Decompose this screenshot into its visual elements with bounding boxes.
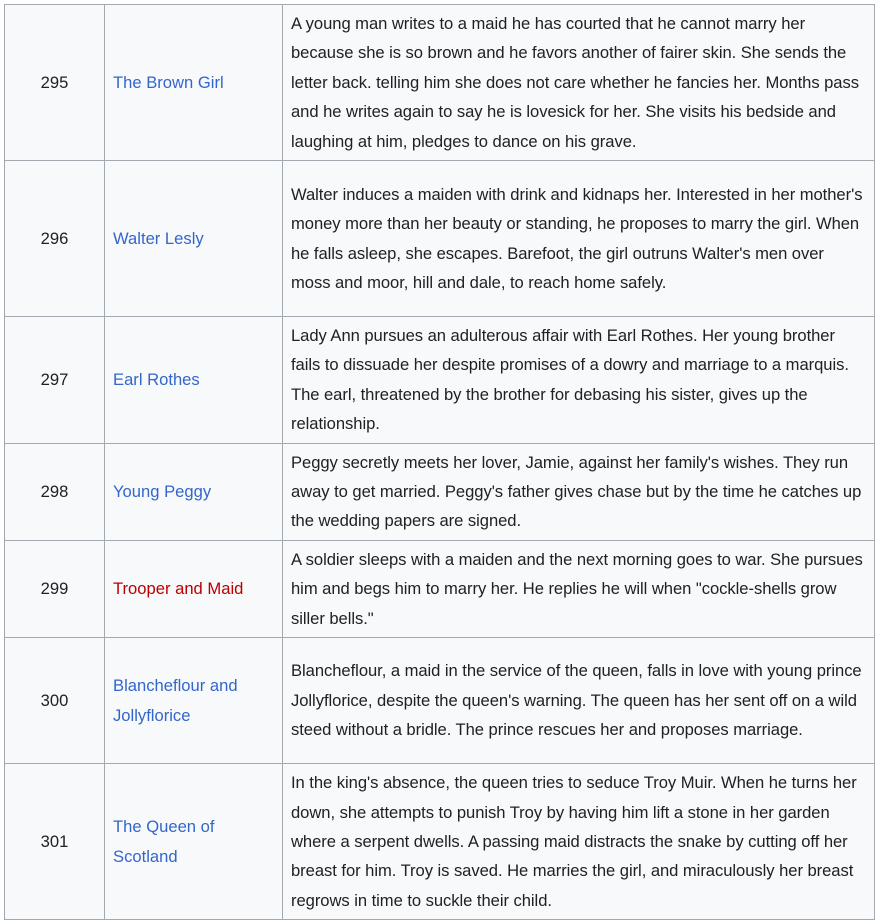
ballad-number: 297 bbox=[5, 317, 105, 444]
table-row bbox=[5, 638, 875, 764]
ballad-description: Peggy secretly meets her lover, Jamie, against her family's wishes. They run away to get married. Peggy's father gives chase but by the time he catches up the wedding papers are signed. bbox=[283, 443, 875, 540]
ballad-number: 298 bbox=[5, 443, 105, 540]
ballad-description: Walter induces a maiden with drink and kidnaps her. Interested in her mother's money more than her beauty or standing, he proposes to marry the girl. When he falls asleep, she escapes. Barefoot, the girl outruns Walter's men over moss and moor, hill and dale, to reach home safely. bbox=[283, 161, 875, 317]
ballad-title-cell bbox=[105, 161, 283, 317]
ballad-title-cell bbox=[105, 764, 283, 920]
table-row bbox=[5, 764, 875, 920]
ballad-description: In the king's absence, the queen tries to seduce Troy Muir. When he turns her down, she attempts to punish Troy by having him lift a stone in her garden where a serpent dwells. A passing maid distracts the snake by cutting off her breast for him. Troy is saved. He marries the girl, and miraculously her breast regrows in time to suckle their child. bbox=[283, 764, 875, 920]
ballad-description: Lady Ann pursues an adulterous affair with Earl Rothes. Her young brother fails to dissuade her despite promises of a dowry and marriage to a marquis. The earl, threatened by the brother for debasing his sister, gives up the relationship. bbox=[283, 317, 875, 444]
ballad-title-link[interactable]: Young Peggy bbox=[113, 482, 212, 502]
ballad-description: A young man writes to a maid he has courted that he cannot marry her because she is so brown and he favors another of fairer skin. She sends the letter back. telling him she does not care whether he fancies her. Months pass and he writes again to say he is lovesick for her. She visits his bedside and laughing at him, pledges to dance on his grave. bbox=[283, 5, 875, 161]
ballad-title-cell bbox=[105, 317, 283, 444]
ballad-title-cell bbox=[105, 443, 283, 540]
ballad-title-cell bbox=[105, 638, 283, 764]
table-row bbox=[5, 540, 875, 637]
ballad-title-link[interactable]: Earl Rothes bbox=[113, 370, 200, 390]
ballad-number: 295 bbox=[5, 5, 105, 161]
table-row bbox=[5, 5, 875, 161]
ballad-number: 299 bbox=[5, 540, 105, 637]
ballad-title-link[interactable]: Trooper and Maid bbox=[113, 579, 244, 599]
ballad-title-cell bbox=[105, 5, 283, 161]
ballad-number: 296 bbox=[5, 161, 105, 317]
table-row bbox=[5, 443, 875, 540]
ballad-table bbox=[4, 4, 875, 920]
ballad-title-link[interactable]: The Brown Girl bbox=[113, 72, 224, 92]
ballad-description: Blancheflour, a maid in the service of the queen, falls in love with young prince Jollyflorice, despite the queen's warning. The queen has her sent off on a wild steed without a bridle. The prince rescues her and proposes marriage. bbox=[283, 638, 875, 764]
ballad-number: 300 bbox=[5, 638, 105, 764]
table-row bbox=[5, 161, 875, 317]
ballad-title-link[interactable]: The Queen of Scotland bbox=[113, 817, 215, 866]
ballad-number: 301 bbox=[5, 764, 105, 920]
ballad-title-link[interactable]: Walter Lesly bbox=[113, 228, 204, 248]
ballad-description: A soldier sleeps with a maiden and the next morning goes to war. She pursues him and begs him to marry her. He replies he will when "cockle-shells grow siller bells." bbox=[283, 540, 875, 637]
ballad-title-link[interactable]: Blancheflour and Jollyflorice bbox=[113, 676, 238, 725]
table-row bbox=[5, 317, 875, 444]
ballad-title-cell bbox=[105, 540, 283, 637]
